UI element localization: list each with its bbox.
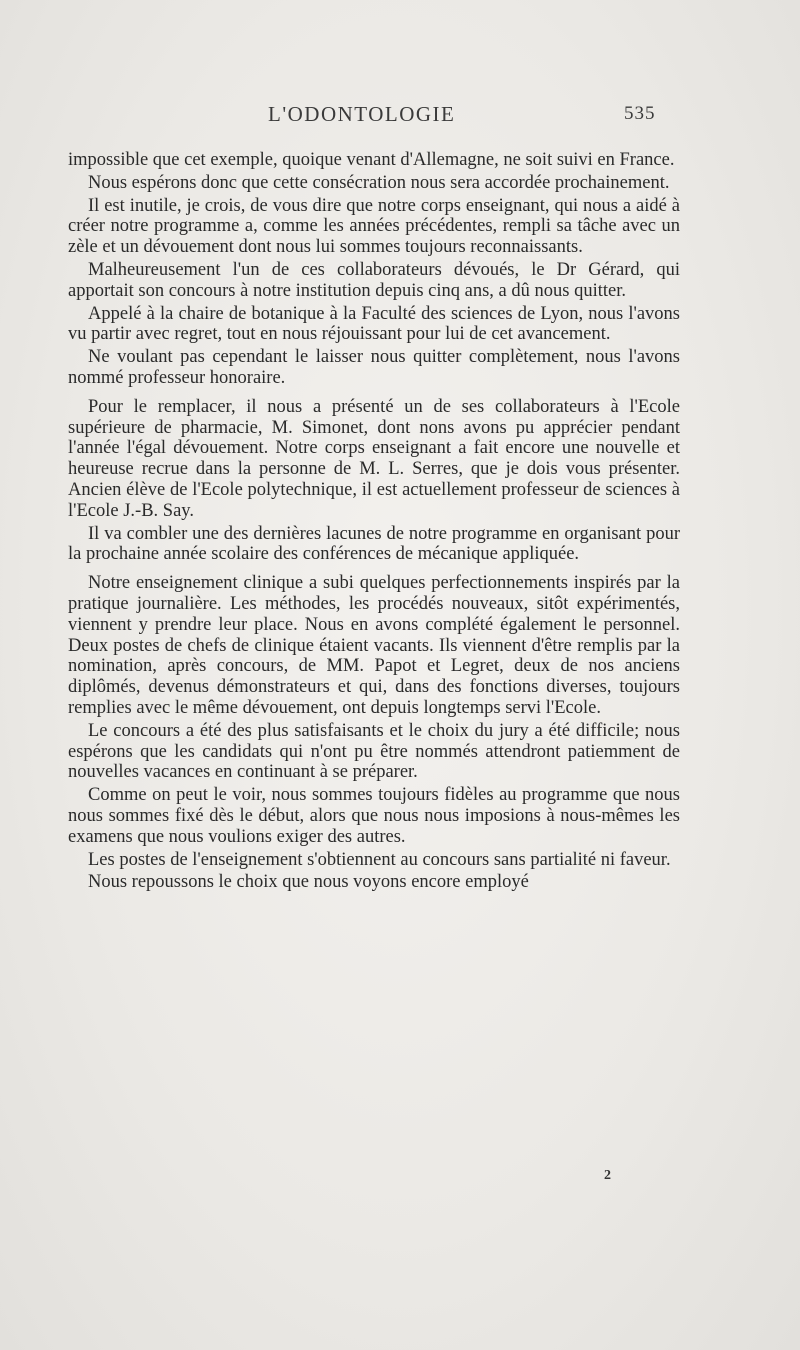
paragraph: Nous repoussons le choix que nous voyons encore employé	[88, 872, 529, 893]
journal-title: L'ODONTOLOGIE	[268, 102, 456, 126]
paragraph: Pour le remplacer, il nous a présenté un de ses collaborateurs à l'Ecole supérieure de pharmacie, M. Simonet, dont nons avons pu apprécier pendant l'année l'égal dévouement. Notre corps enseignant a fait encore une nouvelle et heureuse recrue dans la personne de M. L. Serres, que je dois vous présenter. Ancien élève de l'Ecole polytechnique, il est actuellement professeur de sciences à l'Ecole J.-B. Say.	[68, 396, 680, 521]
paragraph: Il est inutile, je crois, de vous dire que notre corps enseignant, qui nous a aidé à créer notre programme a, comme les années précédentes, rempli sa tâche avec un zèle et un dévouement dont nous lui sommes toujours reconnaissants.	[68, 195, 680, 258]
paragraph: Nous espérons donc que cette consécration nous sera accordée prochainement.	[88, 172, 670, 193]
paragraph: Malheureusement l'un de ces collaborateurs dévoués, le Dr Gérard, qui apportait son concours à notre institution depuis cinq ans, a dû nous quitter.	[68, 259, 680, 301]
page-number: 535	[624, 103, 656, 124]
signature-mark: 2	[604, 1168, 611, 1183]
paragraph: Comme on peut le voir, nous sommes toujours fidèles au programme que nous nous sommes fixé dès le début, alors que nous nous imposions à nous-mêmes les examens que nous voulions exiger des autres.	[68, 785, 680, 847]
paragraph: Il va combler une des dernières lacunes de notre programme en organisant pour la prochaine année scolaire des conférences de mécanique appliquée.	[68, 523, 680, 565]
body-text	[68, 150, 680, 895]
paragraph: Appelé à la chaire de botanique à la Faculté des sciences de Lyon, nous l'avons vu partir avec regret, tout en nous réjouissant pour lui de cet avancement.	[68, 303, 680, 345]
paragraph: Notre enseignement clinique a subi quelques perfectionnements inspirés par la pratique journalière. Les méthodes, les procédés nouveaux, sitôt expérimentés, viennent y prendre leur place. Nous en avons complété également le personnel. Deux postes de chefs de clinique étaient vacants. Ils viennent d'être remplis par la nomination, après concours, de MM. Papot et Legret, deux de nos anciens diplômés, devenus démonstrateurs et qui, dans des fonctions diverses, toujours remplies avec le même dévouement, ont depuis longtemps servi l'Ecole.	[68, 573, 680, 718]
paragraph: Ne voulant pas cependant le laisser nous quitter complètement, nous l'avons nommé professeur honoraire.	[68, 347, 680, 388]
paragraph: Les postes de l'enseignement s'obtiennent au concours sans partialité ni faveur.	[88, 849, 671, 870]
running-head	[0, 102, 800, 132]
paragraph: impossible que cet exemple, quoique venant d'Allemagne, ne soit suivi en France.	[68, 150, 675, 170]
paragraph: Le concours a été des plus satisfaisants et le choix du jury a été difficile; nous espérons que les candidats qui n'ont pu être nommés attendront patiemment de nouvelles vacances en continuant à se préparer.	[68, 720, 680, 783]
